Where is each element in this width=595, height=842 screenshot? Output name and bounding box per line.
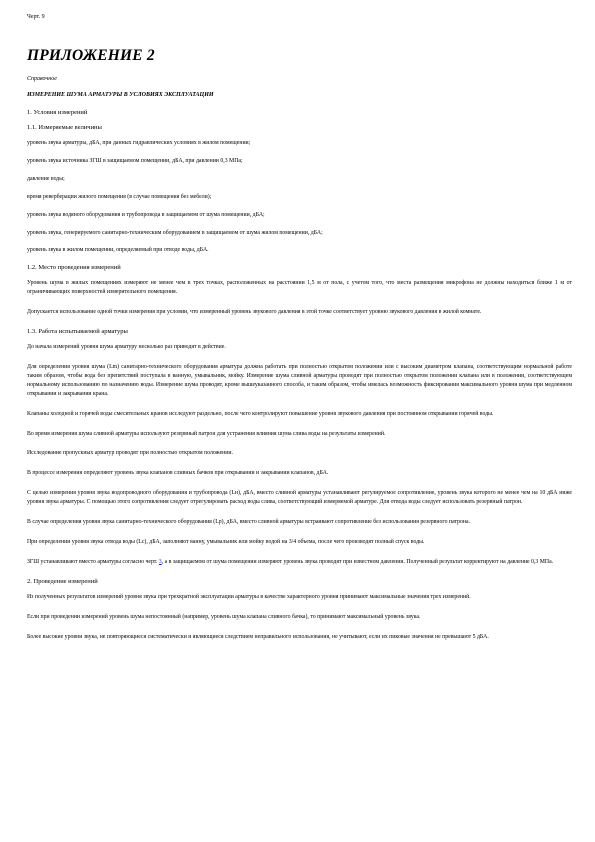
measured-item: уровень звука в жилом помещении, определяемый при отводе воды, дБА.	[27, 247, 209, 254]
figure-caption: Черт. 9	[27, 14, 45, 20]
measured-item: давление воды;	[27, 175, 65, 182]
measured-item: время реверберации жилого помещения (в случае помещения без мебели);	[27, 193, 212, 200]
paragraph-with-link	[27, 558, 572, 567]
measured-item: уровень звука, генерируемого санитарно-техническим оборудованием в защищаемом от шума жилом помещении, дБА;	[27, 229, 323, 236]
appendix-title: ПРИЛОЖЕНИЕ 2	[27, 47, 155, 64]
paragraph: Уровень шума в жилых помещениях измеряют не менее чем в трех точках, расположенных на расстоянии 1,5 м от пола, с учетом того, что места размещения микрофона не должны находиться ближе 1 м от ограничивающих поверхностей измерительного помещения.	[27, 280, 572, 296]
section-1-3-title: 1.3. Работа испытываемой арматуры	[27, 328, 128, 336]
paragraph-text: ЗГШ устанавливают вместо арматуры согласно черт.	[27, 558, 159, 565]
paragraph: В процессе измерения определяют уровень звука клапанов сливных бачков при открывании и закрывании клапанов, дБА.	[27, 470, 329, 477]
paragraph: В случае определения уровня звука санитарно-технического оборудования (Lр), дБА, вместо сливной арматуры встраивают сопротивление без использования резервного патрона.	[27, 519, 471, 526]
section-1-2-title: 1.2. Место проведения измерений	[27, 264, 121, 272]
reference-label: Справочное	[27, 76, 57, 82]
paragraph: Из полученных результатов измерений уровня звука при трехкратной эксплуатации арматуры в качестве характерного уровня принимают максимальные значения трех измерений.	[27, 593, 471, 600]
paragraph: Клапаны холодной и горячей воды смесительных кранов исследуют раздельно, после чего контролируют повышение уровня звукового давления при постоянном открывании горячей воды.	[27, 410, 494, 417]
paragraph: Для определения уровня шума (Lm) санитарно-технического оборудования арматура должна работать при полностью открытом положении или с высоким диаметром клапана, соответствующим нормальной работе таким образом, чтобы вода без препятствий поступала в ванную, умывальник, мойку. Измерение шума сливной арматуры проводят при полностью открытом положении клапана или в положении, соответствующем нормальному использованию по назначению воды. Измерение шума проводят, кроме вышеуказанного способа, и таким образом, чтобы имелась возможность фиксирования максимального уровня шума при медленном открывании и закрывании крана.	[27, 363, 572, 397]
figure-link[interactable]: 3	[158, 558, 162, 565]
paragraph: Исследование пропускных арматур проводят при полностью открытом положении.	[27, 450, 233, 457]
document-page	[27, 14, 572, 652]
paragraph: При определении уровня звука отвода воды (Lс), дБА, заполняют ванну, умывальник или мойку водой на 3/4 объема, после чего производят полный спуск воды.	[27, 538, 425, 545]
measured-item: уровень звука водяного оборудования и трубопровода в защищаемом от шума помещении, дБА;	[27, 211, 265, 218]
measured-item: уровень звука источника ЗГШ в защищаемом помещении, дБА, при давлении 0,3 МПа;	[27, 157, 243, 164]
measured-item: уровень звука арматуры, дБА, при данных гидравлических условиях в жилом помещении;	[27, 140, 251, 146]
paragraph: Во время измерения шума сливной арматуры используют резервный патрон для устранения влияния шума слива воды на результаты измерений.	[27, 430, 386, 437]
section-1-title: 1. Условия измерений	[27, 109, 88, 116]
paragraph: Допускается использование одной точки измерения при условии, что измеренный уровень звукового давления в этой точке соответствует уровню звукового давления в жилой комнате.	[27, 309, 482, 316]
paragraph: Более высокие уровни звука, не повторяющиеся систематически и являющиеся следствием неправильного использования, не учитывают, если их пиковые значения не превышают 5 дБА.	[27, 633, 489, 640]
paragraph: Если при проведении измерений уровень шума непостоянный (например, уровень шума клапана сливного бачка), то принимают максимальный уровень звука.	[27, 613, 421, 620]
section-1-1-title: 1.1. Измеряемые величины	[27, 124, 102, 131]
main-heading: ИЗМЕРЕНИЕ ШУМА АРМАТУРЫ В УСЛОВИЯХ ЭКСПЛУАТАЦИИ	[27, 92, 214, 98]
section-2-title: 2. Проведение измерений	[27, 577, 98, 585]
paragraph: С целью измерения уровня звука водопроводного оборудования и трубопровода (Lн), дБА, вместо сливной арматуры устанавливают регулируемое сопротивление, уровень звука которого не менее чем на 10 дБА ниже уровня звука арматуры. С помощью этого сопротивления следует отрегулировать расход воды слива, соответствующий измеряемой арматуре. Для отвода воды следует использовать резервный патрон.	[27, 490, 572, 506]
paragraph: До начала измерений уровня шума арматуру несколько раз приводят в действие.	[27, 344, 226, 351]
paragraph-text: , а в защищаемом от шума помещении измеряют уровень звука проводят при известном давлении. Полученный результат корректируют на давление 0,3 МПа.	[161, 558, 554, 565]
